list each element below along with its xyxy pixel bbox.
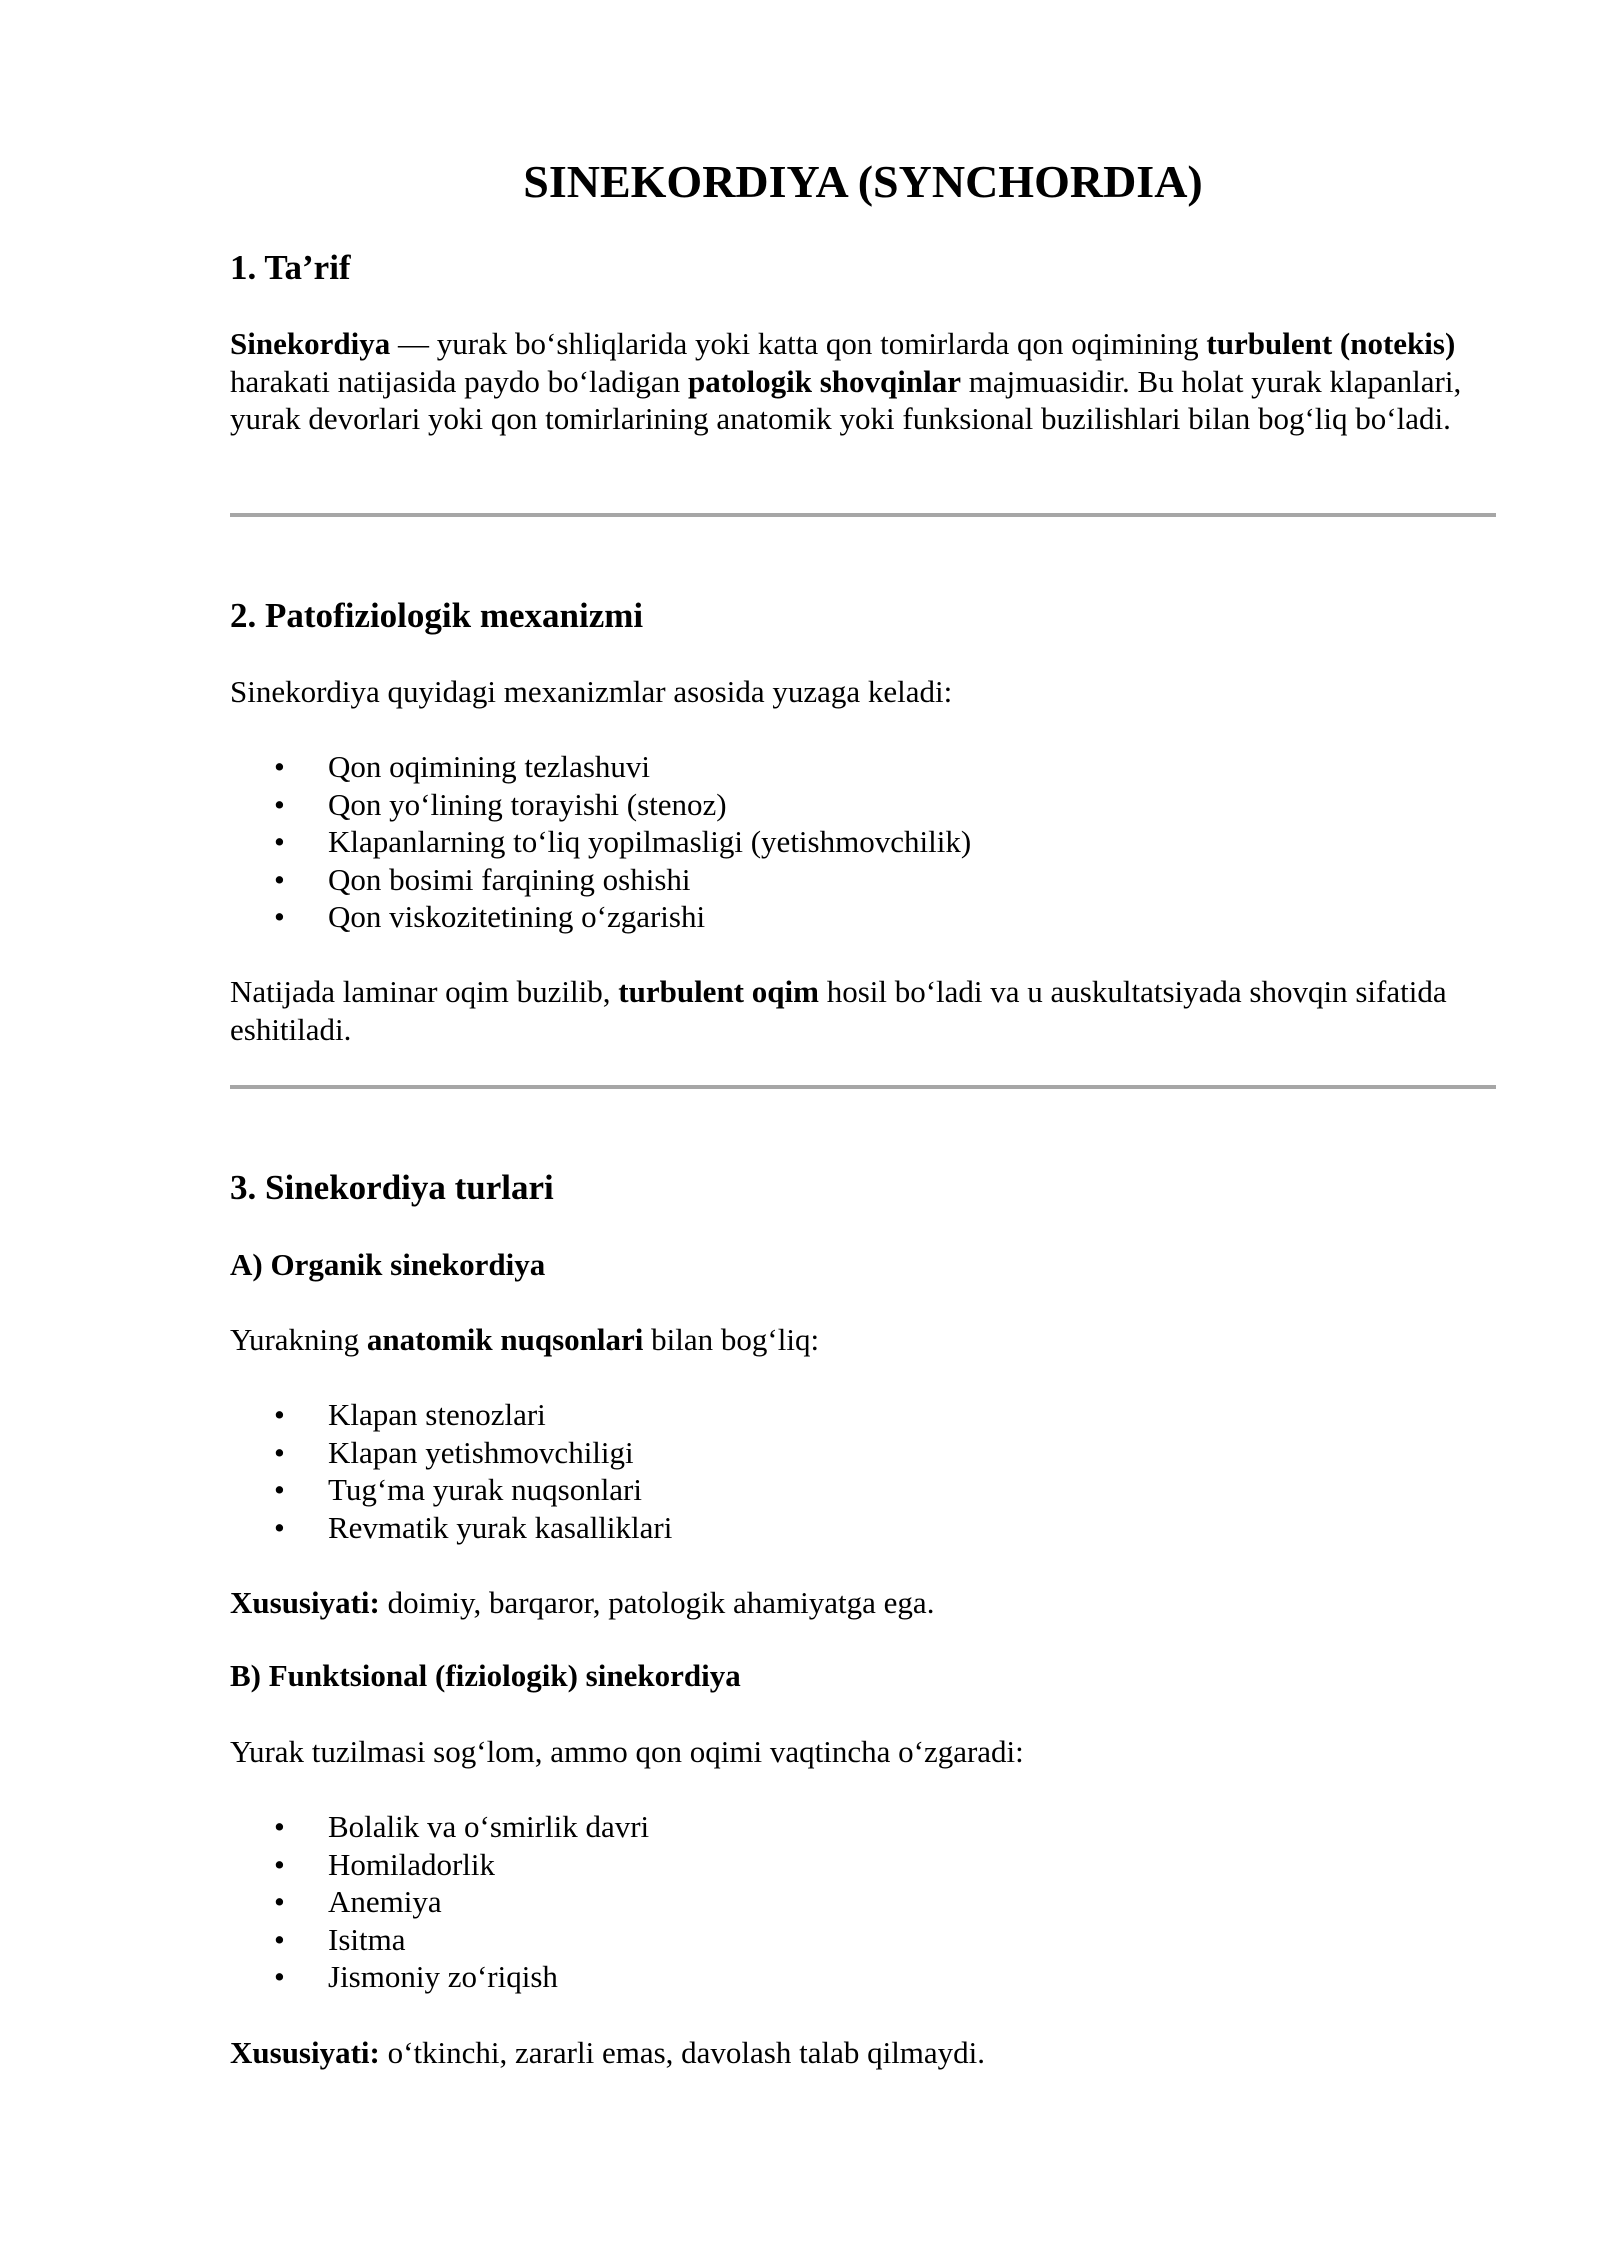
list-item: • Tug‘ma yurak nuqsonlari [274,1472,642,1507]
pathologic-murmurs-bold: patologik shovqinlar [687,363,962,399]
pathophysiology-result: Natijada laminar oqim buzilib, turbulent oqim hosil bo‘ladi va u auskultatsiyada shovqin sifatida eshitiladi. [230,974,1447,1047]
list-item: • Klapan stenozlari [274,1397,546,1432]
functional-feature: Xususiyati: o‘tkinchi, zararli emas, davolash talab qilmaydi. [230,2035,986,2070]
pathophysiology-heading: 2. Patofiziologik mexanizmi [230,596,644,635]
anatomic-defects-bold: anatomik nuqsonlari [366,1322,644,1357]
bullet-icon: • [274,1921,285,1957]
list-item: • Klapanlarning to‘liq yopilmasligi (yetishmovchilik) [274,824,972,859]
bullet-icon: • [274,861,285,897]
organic-feature: Xususiyati: doimiy, barqaror, patologik ahamiyatga ega. [230,1585,935,1620]
definition-text-2: harakati natijasida paydo bo‘ladigan [230,363,688,399]
bullet-icon: • [274,1472,285,1507]
list-item: • Qon yo‘lining torayishi (stenoz) [274,786,727,822]
bullet-icon: • [274,1959,285,1994]
feature-label: Xususiyati: [230,1585,380,1620]
list-item: • Bolalik va o‘smirlik davri [274,1809,650,1844]
divider-1 [230,513,1496,517]
divider-2 [230,1085,1496,1089]
organic-intro: Yurakning anatomik nuqsonlari bilan bog‘liq: [230,1322,820,1357]
list-item: • Klapan yetishmovchiligi [274,1434,634,1470]
functional-heading: B) Funktsional (fiziologik) sinekordiya [230,1658,741,1693]
organic-list [230,1396,672,1546]
definition-text-1: — yurak bo‘shliqlarida yoki katta qon tomirlarda qon oqimining [390,326,1207,361]
bullet-icon: • [274,1509,285,1545]
document-title: SINEKORDIYA (SYNCHORDIA) [523,156,1203,207]
functional-intro: Yurak tuzilmasi sog‘lom, ammo qon oqimi vaqtincha o‘zgaradi: [230,1734,1024,1769]
types-heading: 3. Sinekordiya turlari [230,1168,554,1207]
mechanism-list [230,748,971,936]
organic-heading: A) Organik sinekordiya [230,1247,546,1282]
list-item: • Isitma [274,1921,406,1957]
bullet-icon: • [274,899,285,934]
functional-list [230,1808,649,1996]
turbulent-bold: turbulent (notekis) [1206,326,1456,361]
list-item: • Anemiya [274,1884,442,1919]
turbulent-flow-bold: turbulent oqim [618,974,819,1009]
feature-label: Xususiyati: [230,2035,380,2070]
bullet-icon: • [274,786,285,822]
list-item: • Qon oqimining tezlashuvi [274,749,651,784]
bullet-icon: • [274,1397,285,1432]
list-item: • Homiladorlik [274,1846,496,1882]
bullet-icon: • [274,1884,285,1919]
pathophysiology-intro: Sinekordiya quyidagi mexanizmlar asosida yuzaga keladi: [230,674,953,709]
bullet-icon: • [274,1809,285,1844]
definition-heading: 1. Ta’rif [230,248,351,287]
term-bold: Sinekordiya [230,326,391,361]
list-item: • Qon viskozitetining o‘zgarishi [274,899,706,934]
list-item: • Jismoniy zo‘riqish [274,1959,558,1994]
definition-paragraph [230,325,1496,438]
bullet-icon: • [274,1434,285,1470]
bullet-icon: • [274,824,285,859]
definition-text-3: majmuasidir. Bu holat yurak klapanlari, yurak devorlari yoki qon tomirlarining anatomik yoki funksional buzilishlari bilan bog‘liq bo‘ladi. [230,363,1462,436]
list-item: • Qon bosimi farqining oshishi [274,861,691,897]
bullet-icon: • [274,1846,285,1882]
list-item: • Revmatik yurak kasalliklari [274,1509,673,1545]
bullet-icon: • [274,749,285,784]
